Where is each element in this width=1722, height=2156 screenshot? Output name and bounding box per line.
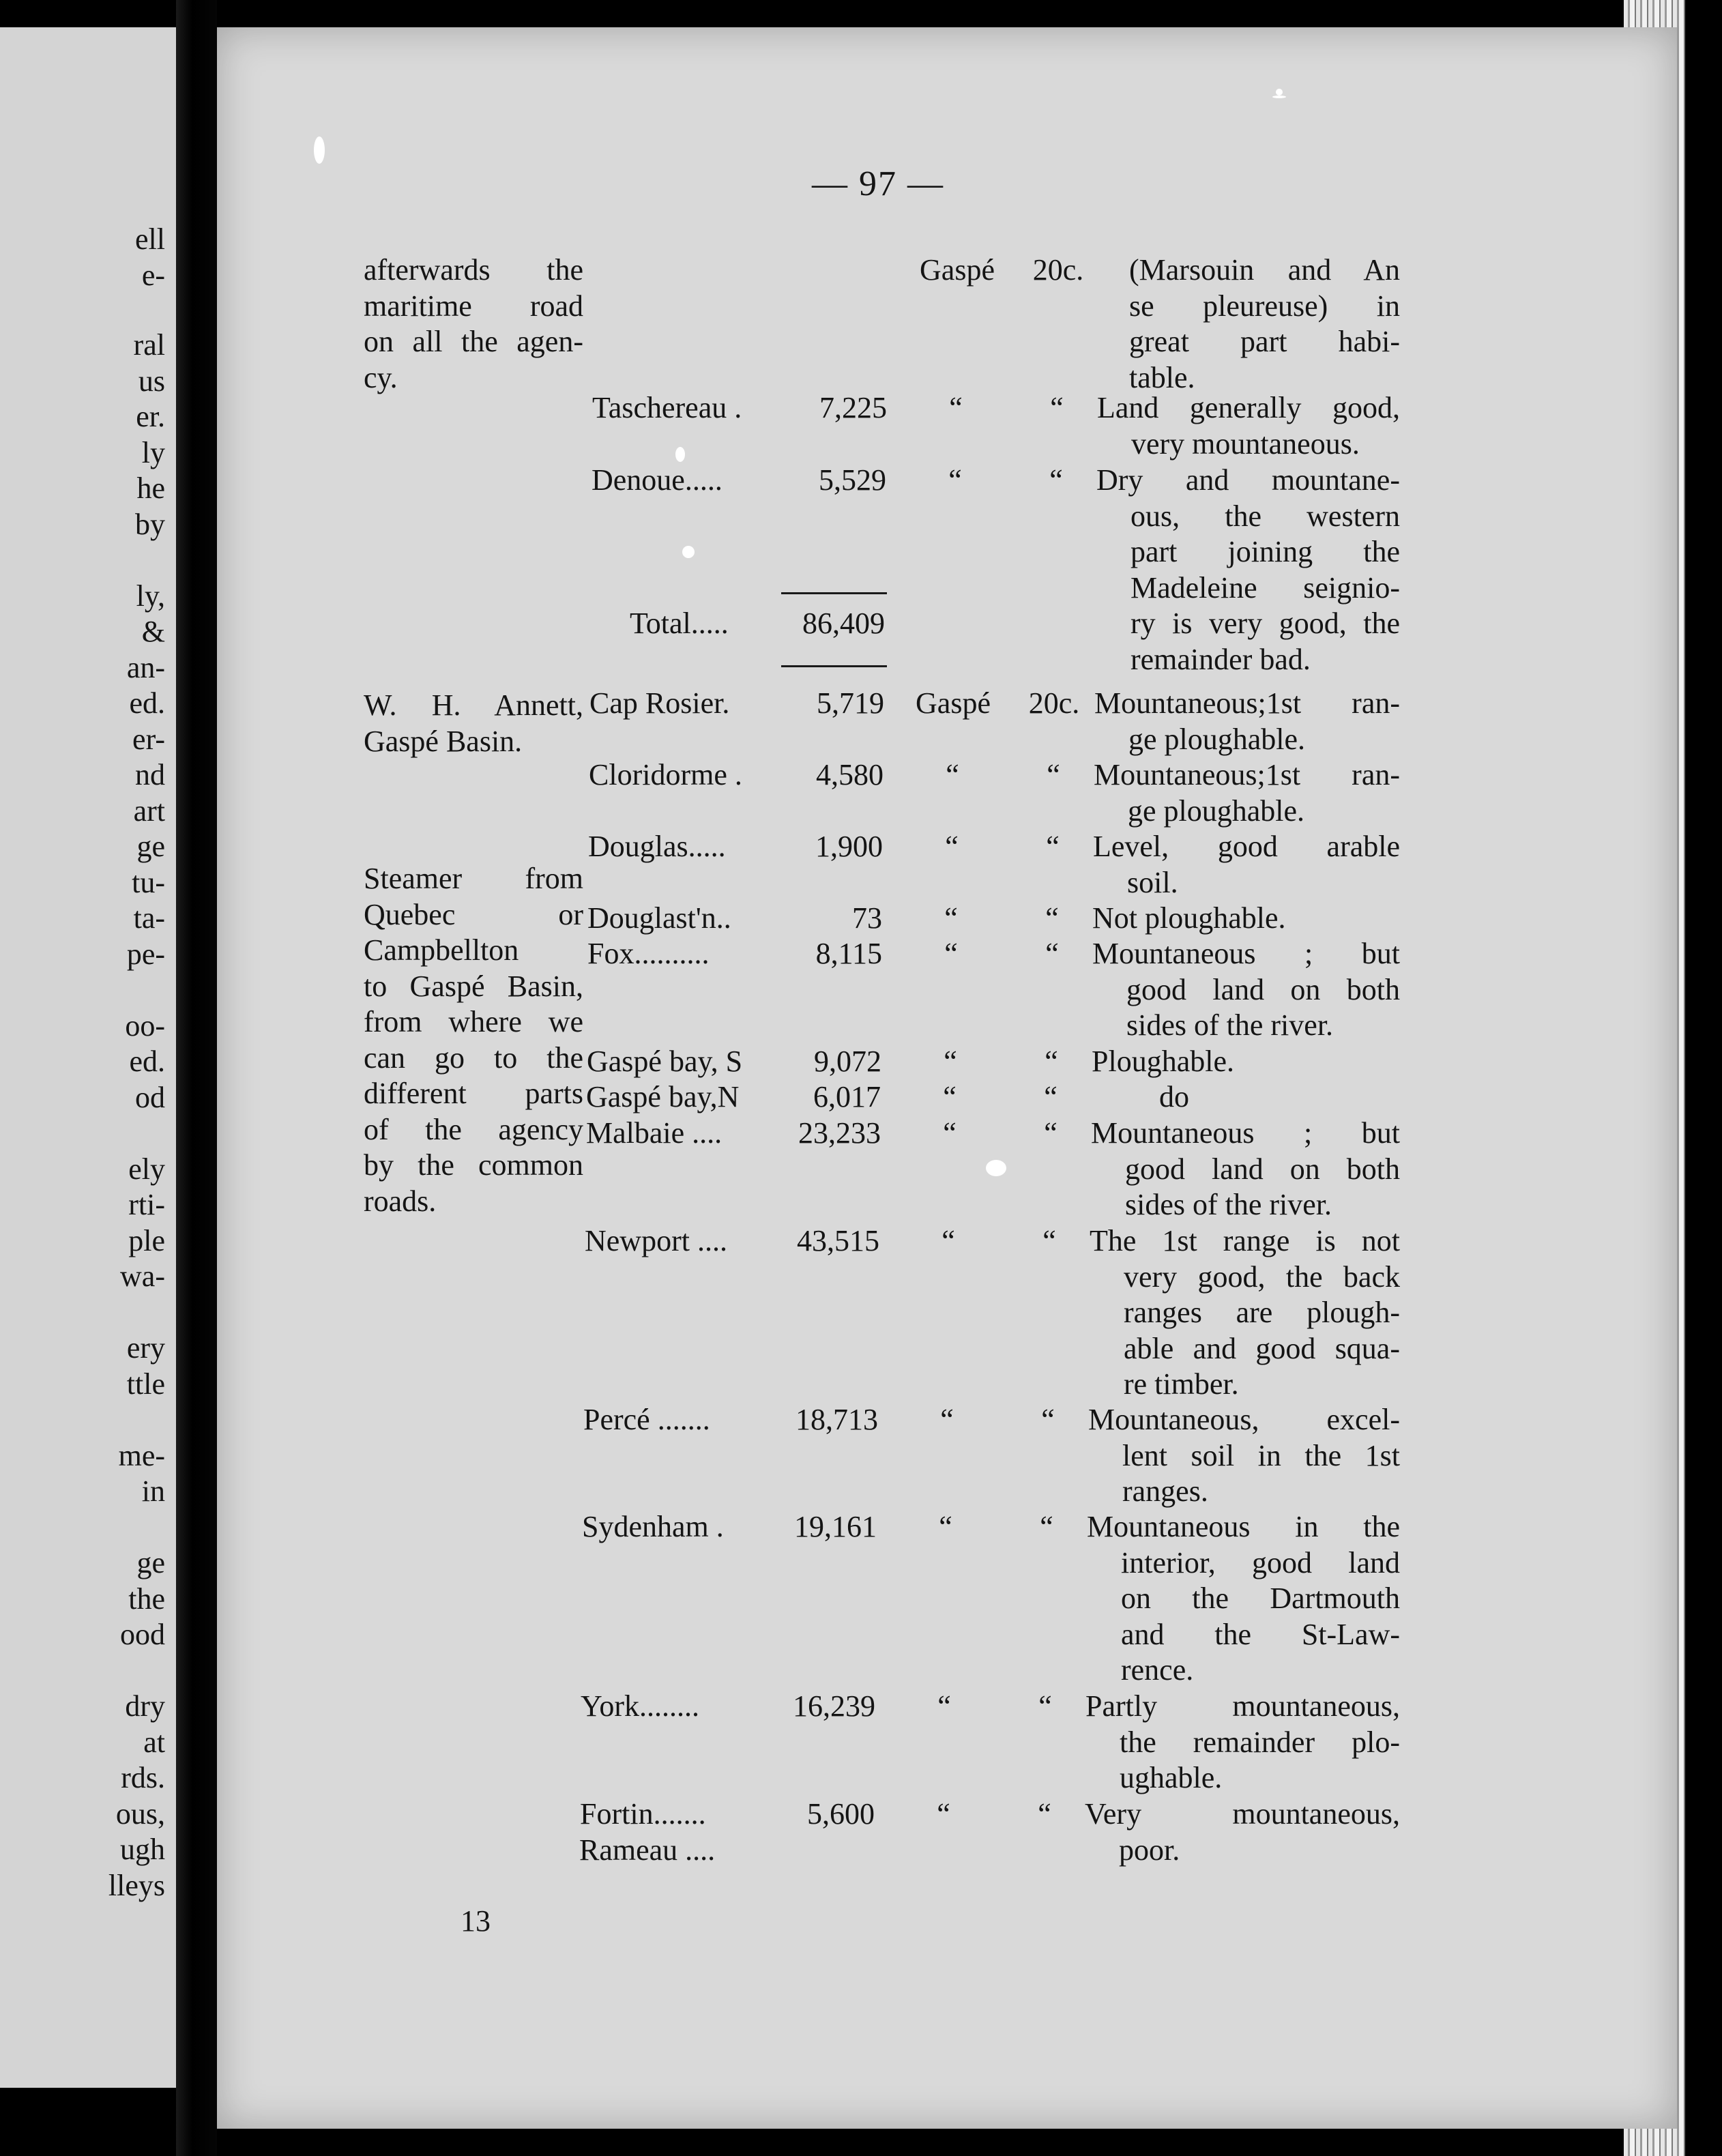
route-note-line: Quebec or (364, 897, 583, 931)
route-note-line: of the agency (364, 1112, 583, 1146)
county-cell: “ (946, 758, 959, 791)
price-cell: “ (1046, 830, 1060, 863)
remark-line: Mountaneous;1st ran- (1094, 686, 1400, 720)
route-note-line: different parts (364, 1077, 583, 1110)
price-cell: “ (1050, 391, 1064, 424)
left-page-fragment: od (135, 1081, 165, 1114)
book-gutter (176, 0, 217, 2156)
remark-line: sides of the river. (1126, 1008, 1334, 1042)
remark-line: Land generally good, (1097, 391, 1400, 424)
price-cell: “ (1045, 901, 1059, 935)
scan-speck (1276, 89, 1283, 96)
price-cell: “ (1040, 1510, 1053, 1543)
signature-mark: 13 (461, 1904, 491, 1938)
area-value: 5,600 (807, 1797, 875, 1831)
price-cell: “ (1041, 1403, 1055, 1436)
area-value: 7,225 (819, 391, 887, 424)
remark-line: sides of the river. (1125, 1188, 1332, 1221)
left-page-fragment: ugh (120, 1833, 165, 1866)
county-cell: “ (944, 937, 958, 970)
price-cell: “ (1038, 1797, 1051, 1831)
remark-line: great part habi- (1129, 325, 1400, 358)
remark-cell (1097, 390, 1400, 462)
remark-cell (1093, 829, 1400, 901)
remark-line: ughable. (1120, 1761, 1223, 1794)
adjacent-left-page (0, 27, 176, 2088)
left-page-fragment: ge (136, 830, 165, 863)
left-page-fragment: ous, (115, 1797, 165, 1831)
left-page-fragment: rti- (128, 1188, 165, 1221)
route-note (364, 688, 583, 759)
county-cell: “ (940, 1403, 954, 1436)
remark-line: Mountaneous ; but (1091, 1116, 1400, 1150)
route-note-line: afterwards the (364, 253, 583, 287)
left-page-fragment: ly (141, 436, 165, 469)
county-cell: “ (942, 1224, 955, 1257)
area-value: 1,900 (815, 830, 883, 863)
left-page-fragment: nd (135, 758, 165, 791)
remark-line: se pleureuse) in (1129, 289, 1400, 323)
remark-line: good land on both (1125, 1152, 1400, 1186)
left-page-fragment: me- (118, 1439, 165, 1472)
remark-line: good land on both (1126, 972, 1400, 1006)
background-edge (1685, 0, 1722, 2156)
remark-line: remainder bad. (1130, 642, 1311, 676)
remark-line: The 1st range is not (1090, 1224, 1400, 1257)
left-page-fragment: ery (126, 1331, 165, 1365)
route-note-line: Gaspé Basin. (364, 724, 523, 758)
remark-line: rence. (1121, 1653, 1194, 1687)
remark-line: lent soil in the 1st (1122, 1438, 1400, 1472)
county-cell: “ (943, 1080, 957, 1113)
route-note-line: maritime road (364, 289, 583, 323)
area-value: 5,719 (817, 686, 884, 720)
remark-line: Not ploughable. (1092, 901, 1286, 935)
remark-cell (1094, 686, 1400, 757)
remark-cell (1091, 1116, 1400, 1223)
subdivision-name: Cap Rosier. (589, 686, 730, 720)
left-page-fragment: oo- (125, 1009, 165, 1043)
left-page-fragment: ral (133, 328, 165, 362)
page-number: — 97 — (812, 164, 944, 203)
remark-line: Very mountaneous, (1085, 1797, 1400, 1831)
subdivision-name: Total..... (630, 607, 729, 640)
route-note-line: on all the agen- (364, 325, 583, 358)
remark-line: ranges are plough- (1124, 1296, 1400, 1329)
left-page-fragment: an- (126, 651, 165, 684)
subdivision-name: Taschereau . (592, 391, 742, 424)
route-note-line: cy. (364, 360, 398, 394)
remark-line: do (1159, 1080, 1189, 1113)
remark-line: the remainder plo- (1120, 1725, 1400, 1759)
area-value: 16,239 (793, 1689, 875, 1723)
subdivision-name: Newport .... (585, 1224, 727, 1257)
scan-speck (314, 136, 325, 164)
route-note-line: can go to the (364, 1040, 583, 1075)
left-page-fragment: ttle (126, 1367, 165, 1401)
area-value: 73 (852, 901, 882, 935)
area-value: 19,161 (794, 1510, 877, 1543)
price-cell: 20c. (1028, 686, 1080, 720)
left-page-fragment: lleys (108, 1869, 165, 1902)
price-cell: “ (1044, 1116, 1057, 1150)
price-cell: 20c. (1032, 253, 1084, 287)
remark-cell (1087, 1509, 1400, 1689)
remark-cell (1085, 1796, 1400, 1868)
area-value: 86,409 (802, 607, 885, 640)
left-page-fragment: ta- (133, 901, 165, 935)
remark-line: Mountaneous in the (1087, 1510, 1400, 1543)
left-page-fragment: rds. (121, 1761, 165, 1794)
left-page-fragment: er. (136, 400, 165, 433)
left-page-fragment: by (135, 508, 165, 541)
subdivision-name: Sydenham . (582, 1510, 724, 1543)
subdivision-name: Fox.......... (587, 937, 710, 970)
route-note (364, 252, 583, 396)
price-cell: “ (1049, 463, 1063, 497)
remark-line: Mountaneous, excel- (1088, 1403, 1400, 1436)
remark-cell (1092, 901, 1400, 937)
left-page-fragment: ood (120, 1618, 165, 1651)
county-cell: “ (937, 1797, 950, 1831)
subdivision-name: Gaspé bay,N (586, 1080, 740, 1113)
scan-speck (986, 1160, 1006, 1176)
remark-line: very good, the back (1124, 1259, 1400, 1294)
county-cell: “ (939, 1510, 952, 1543)
remark-line: able and good squa- (1124, 1331, 1400, 1365)
remark-line: Dry and mountane- (1096, 463, 1400, 497)
remark-line: re timber. (1124, 1367, 1239, 1401)
route-note-line: Steamer from (364, 862, 583, 895)
price-cell: “ (1047, 758, 1060, 791)
remark-cell (1094, 757, 1400, 829)
remark-line: ry is very good, the (1130, 607, 1400, 640)
remark-cell (1096, 463, 1400, 678)
remark-line: ge ploughable. (1128, 722, 1306, 756)
left-page-fragment: ell (135, 222, 165, 256)
route-note (364, 861, 583, 1219)
remark-line: on the Dartmouth (1121, 1582, 1400, 1615)
county-cell: Gaspé (920, 253, 995, 287)
remark-line: Partly mountaneous, (1085, 1689, 1400, 1723)
remark-cell (1088, 1402, 1400, 1510)
remark-line: Mountaneous ; but (1092, 937, 1400, 970)
area-value: 23,233 (798, 1116, 881, 1150)
left-page-fragment: ge (136, 1546, 165, 1579)
route-note-line: to Gaspé Basin, (364, 969, 583, 1003)
left-page-fragment: us (138, 364, 165, 398)
remark-cell (1090, 1223, 1400, 1403)
subdivision-name: Cloridorme . (589, 758, 742, 791)
subdivision-name: Denoue..... (592, 463, 723, 497)
area-value: 8,115 (815, 937, 882, 970)
county-cell: Gaspé (916, 686, 991, 720)
left-page-fragment: e- (141, 259, 165, 292)
subdivision-name: Douglast'n.. (587, 901, 731, 935)
left-page-fragment: art (133, 794, 165, 828)
left-page-fragment: pe- (126, 937, 165, 971)
left-page-fragment: ely (128, 1152, 165, 1186)
route-note-line: by the common (364, 1148, 583, 1182)
subdivision-name: Percé ....... (583, 1403, 710, 1436)
remark-line: Mountaneous;1st ran- (1094, 758, 1400, 791)
remark-line: table. (1129, 360, 1195, 394)
remark-line: very mountaneous. (1131, 426, 1360, 461)
total-rule (781, 592, 887, 594)
county-cell: “ (948, 463, 962, 497)
area-value: 43,515 (797, 1224, 879, 1257)
area-value: 5,529 (819, 463, 886, 497)
remark-line: and the St-Law- (1121, 1617, 1400, 1651)
remark-cell (1092, 1044, 1400, 1080)
left-page-fragment: dry (125, 1689, 165, 1723)
county-cell: “ (944, 901, 958, 935)
area-value: 4,580 (816, 758, 884, 791)
remark-cell (1129, 252, 1400, 396)
left-page-fragment: er- (132, 723, 165, 756)
total-rule (781, 665, 887, 667)
route-note-line: roads. (364, 1184, 437, 1218)
remark-line: ge ploughable. (1128, 793, 1305, 828)
area-value: 18,713 (796, 1403, 878, 1436)
route-note-line: Campbellton (364, 933, 519, 967)
subdivision-name: Fortin....... (580, 1797, 706, 1831)
subdivision-name: York........ (581, 1689, 700, 1723)
scan-speck (1272, 96, 1286, 98)
county-cell: “ (944, 1045, 957, 1078)
left-page-fragment: the (128, 1582, 165, 1616)
remark-cell (1085, 1689, 1400, 1796)
area-value: 9,072 (814, 1045, 881, 1078)
scan-speck (675, 447, 685, 462)
remark-line: interior, good land (1121, 1545, 1400, 1579)
subdivision-name: Gaspé bay, S (587, 1045, 743, 1078)
remark-cell (1091, 1079, 1400, 1116)
left-page-fragment: in (141, 1474, 165, 1508)
left-page-fragment: ple (128, 1224, 165, 1257)
left-page-fragment: ed. (129, 686, 165, 720)
subdivision-name: Rameau .... (579, 1833, 716, 1867)
remark-cell (1092, 936, 1400, 1044)
price-cell: “ (1042, 1224, 1056, 1257)
left-page-fragment: ly, (136, 579, 165, 613)
price-cell: “ (1044, 1080, 1057, 1113)
left-page-fragment: tu- (132, 866, 165, 899)
route-note-line: W. H. Annett, (364, 688, 583, 722)
remark-line: Level, good arable (1093, 830, 1400, 863)
left-page-fragment: he (136, 471, 165, 505)
remark-line: Madeleine seignio- (1130, 570, 1400, 604)
price-cell: “ (1045, 1045, 1058, 1078)
price-cell: “ (1038, 1689, 1052, 1723)
route-note-line: from where we (364, 1005, 583, 1038)
left-page-fragment: wa- (120, 1259, 165, 1293)
county-cell: “ (943, 1116, 957, 1150)
county-cell: “ (945, 830, 959, 863)
left-page-fragment: ed. (129, 1045, 165, 1078)
remark-line: ranges. (1122, 1474, 1208, 1508)
county-cell: “ (937, 1689, 951, 1723)
remark-line: (Marsouin and An (1129, 253, 1400, 287)
remark-line: ous, the western (1130, 499, 1400, 533)
remark-line: soil. (1127, 865, 1178, 899)
remark-line: Ploughable. (1092, 1045, 1234, 1078)
left-page-fragment: & (141, 615, 165, 648)
left-page-fragment: at (143, 1725, 165, 1759)
price-cell: “ (1045, 937, 1059, 970)
scan-speck (682, 546, 695, 558)
subdivision-name: Douglas..... (588, 830, 726, 863)
county-cell: “ (949, 391, 963, 424)
subdivision-name: Malbaie .... (586, 1116, 723, 1150)
area-value: 6,017 (813, 1080, 881, 1113)
remark-line: part joining the (1130, 535, 1400, 568)
remark-line: poor. (1119, 1833, 1180, 1867)
